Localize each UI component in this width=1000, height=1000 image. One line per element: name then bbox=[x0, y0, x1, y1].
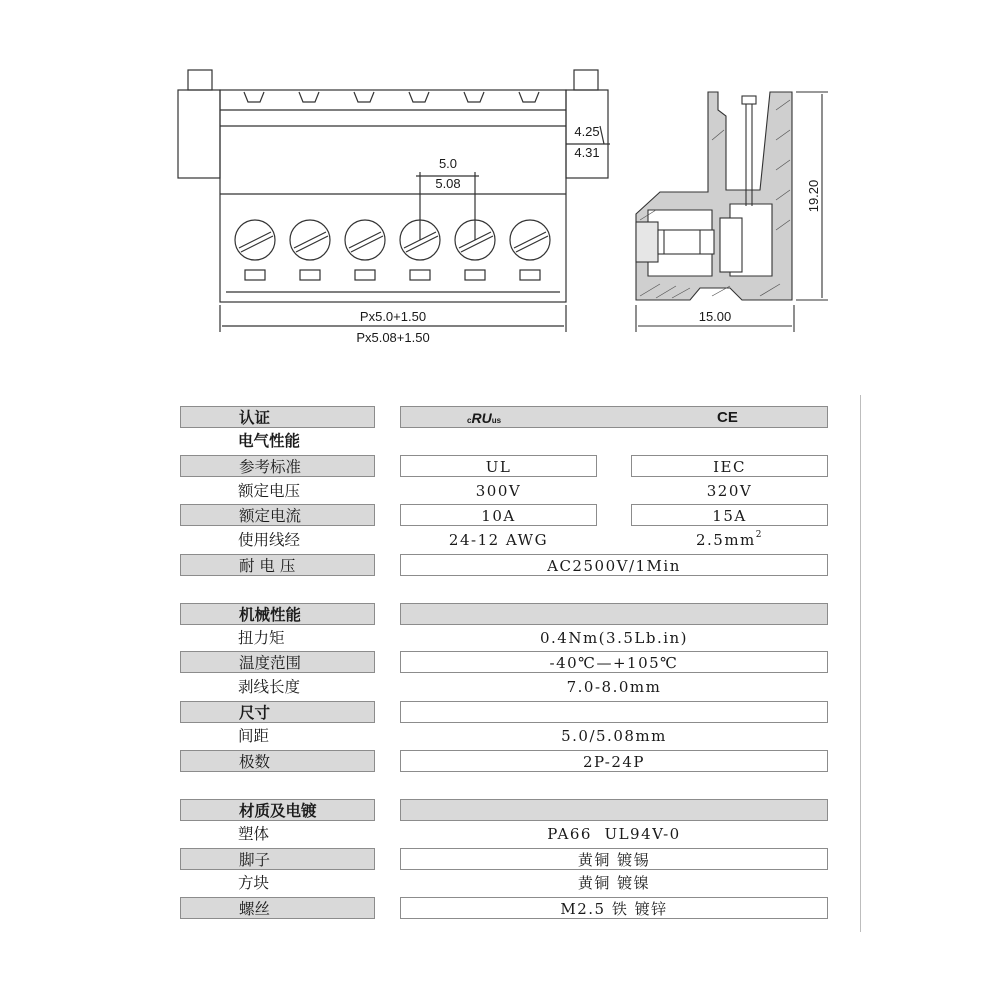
pin-label: 脚子 bbox=[180, 848, 375, 870]
height-label-a: 4.25 bbox=[574, 124, 600, 139]
cert-value bbox=[400, 406, 828, 428]
side-width-label: 15.00 bbox=[698, 309, 732, 324]
cert-label: 认证 bbox=[180, 406, 375, 428]
pitch-value: 5.0/5.08mm bbox=[561, 727, 667, 745]
ce-mark-icon: CE bbox=[717, 409, 738, 426]
length-label-b: Px5.08+1.50 bbox=[356, 330, 430, 345]
rated-current-iec: 15A bbox=[631, 504, 828, 526]
withstand-value: AC2500V/1Min bbox=[400, 554, 828, 576]
side-height-label: 19.20 bbox=[806, 179, 821, 213]
mechanical-heading-bar bbox=[400, 603, 828, 625]
torque-label: 扭力矩 bbox=[238, 629, 285, 647]
table-divider bbox=[860, 395, 861, 932]
electrical-heading: 电气性能 bbox=[238, 432, 301, 450]
poles-label: 极数 bbox=[180, 750, 375, 772]
pitch-label-a: 5.0 bbox=[438, 156, 458, 171]
rated-voltage-iec: 320V bbox=[706, 482, 753, 500]
plastic-label: 塑体 bbox=[238, 825, 270, 843]
poles-value: 2P-24P bbox=[400, 750, 828, 772]
withstand-label: 耐 电 压 bbox=[180, 554, 375, 576]
material-heading-bar bbox=[400, 799, 828, 821]
rated-voltage-ul: 300V bbox=[475, 482, 522, 500]
temperature-value: -40℃—+105℃ bbox=[400, 651, 828, 673]
pitch-label: 间距 bbox=[238, 727, 270, 745]
torque-value: 0.4Nm(3.5Lb.in) bbox=[539, 629, 689, 647]
pitch-label-b: 5.08 bbox=[435, 176, 461, 191]
material-heading: 材质及电镀 bbox=[180, 799, 375, 821]
block-label: 方块 bbox=[238, 874, 270, 892]
block-value: 黄铜 镀镍 bbox=[577, 874, 651, 892]
strip-length-value: 7.0-8.0mm bbox=[566, 678, 662, 696]
size-heading: 尺寸 bbox=[180, 701, 375, 723]
length-label-a: Px5.0+1.50 bbox=[359, 309, 427, 324]
pin-value: 黄铜 镀锡 bbox=[400, 848, 828, 870]
rated-current-ul: 10A bbox=[400, 504, 597, 526]
strip-length-label: 剥线长度 bbox=[238, 678, 301, 696]
rated-current-label: 额定电流 bbox=[180, 504, 375, 526]
reference-label: 参考标准 bbox=[180, 455, 375, 477]
ul-mark-icon: cRUus bbox=[467, 410, 502, 426]
height-label-b: 4.31 bbox=[574, 145, 600, 160]
reference-ul: UL bbox=[400, 455, 597, 477]
wire-gauge-label: 使用线经 bbox=[238, 531, 301, 549]
plastic-value: PA66 UL94V-0 bbox=[547, 825, 681, 843]
size-heading-bar bbox=[400, 701, 828, 723]
wire-gauge-iec: $2.5mm^2$ bbox=[695, 530, 764, 549]
screw-value: M2.5 铁 镀锌 bbox=[400, 897, 828, 919]
temperature-label: 温度范围 bbox=[180, 651, 375, 673]
mechanical-heading: 机械性能 bbox=[180, 603, 375, 625]
wire-gauge-ul: 24-12 AWG bbox=[448, 531, 549, 549]
rated-voltage-label: 额定电压 bbox=[238, 482, 301, 500]
screw-label: 螺丝 bbox=[180, 897, 375, 919]
reference-iec: IEC bbox=[631, 455, 828, 477]
